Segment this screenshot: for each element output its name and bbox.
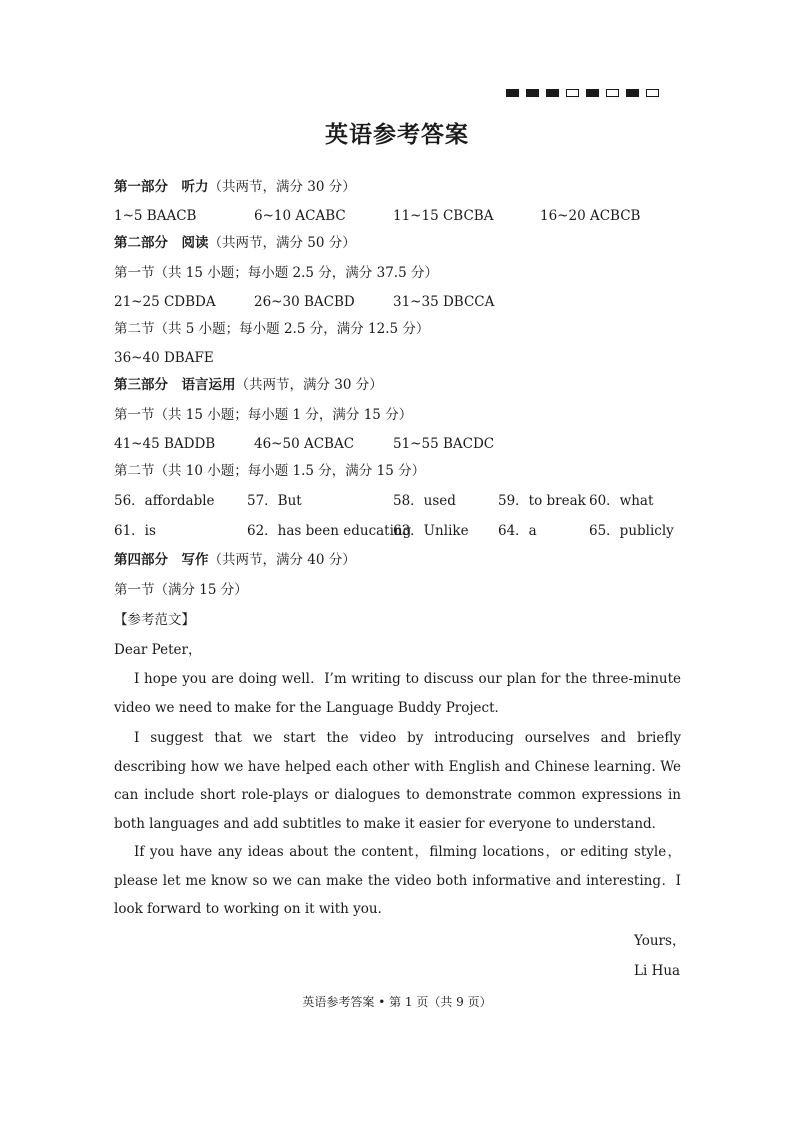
part2-heading-line: [114, 234, 356, 252]
part4-heading: 第四部分 写作: [114, 552, 209, 568]
letter-signature: Li Hua: [634, 963, 681, 979]
letter-paragraph-text: I suggest that we start the video by introducing ourselves and briefly describing how we have helped each other with English and Chinese learning. We can include short role-plays or dialogues to demonstrate common expressions in both languages and add subtitles to make it easier for everyone to understand．: [114, 730, 681, 832]
part2-section2: 第二节（共 5 小题；每小题 2.5 分，满分 12.5 分）: [114, 321, 430, 337]
part4-note: （共两节，满分 40 分）: [208, 552, 356, 568]
answer-group: 1~5 BAACB: [114, 208, 197, 224]
answer-group: 36~40 DBAFE: [114, 350, 214, 366]
answer-group: 26~30 BACBD: [254, 294, 355, 310]
answer-item: 61．is: [114, 523, 156, 539]
header-mark: [626, 89, 639, 97]
part3-heading-line: [114, 376, 383, 394]
letter-closing: Yours，: [634, 933, 686, 949]
part1-heading: 第一部分 听力: [114, 179, 209, 195]
answer-item: 63．Unlike: [393, 523, 469, 539]
header-marks: [506, 89, 659, 97]
part3-section1: 第一节（共 15 小题；每小题 1 分，满分 15 分）: [114, 407, 413, 423]
letter-paragraph-text: I hope you are doing well．I’m writing to discuss our plan for the three-minute video we need to make for the Language Buddy Project．: [114, 671, 681, 716]
answer-item: 62．has been educating: [247, 523, 412, 539]
header-mark: [586, 89, 599, 97]
part4-section1: 第一节（满分 15 分）: [114, 582, 248, 598]
header-mark: [526, 89, 539, 97]
answer-item: 59．to break: [498, 493, 586, 509]
header-mark: [646, 89, 659, 97]
answer-group: 51~55 BACDC: [393, 436, 495, 452]
header-mark: [506, 89, 519, 97]
answer-group: 21~25 CDBDA: [114, 294, 216, 310]
part1-note: （共两节，满分 30 分）: [208, 179, 356, 195]
part2-note: （共两节，满分 50 分）: [208, 235, 356, 251]
answer-item: 57．But: [247, 493, 302, 509]
letter-paragraph: [114, 838, 681, 924]
sample-label: 【参考范文】: [114, 612, 195, 628]
answer-group: 6~10 ACABC: [254, 208, 346, 224]
answer-group: 46~50 ACBAC: [254, 436, 355, 452]
header-mark: [546, 89, 559, 97]
answer-group: 41~45 BADDB: [114, 436, 216, 452]
answer-item: 65．publicly: [589, 523, 674, 539]
answer-group: 16~20 ACBCB: [540, 208, 641, 224]
part2-section1: 第一节（共 15 小题；每小题 2.5 分，满分 37.5 分）: [114, 265, 438, 281]
part3-section2: 第二节（共 10 小题；每小题 1.5 分，满分 15 分）: [114, 463, 426, 479]
header-mark: [606, 89, 619, 97]
letter-paragraph-text: If you have any ideas about the content，filming locations，or editing style，please let me know so we can make the video both informative and interesting．I look forward to working on it with you．: [114, 844, 681, 917]
part2-heading: 第二部分 阅读: [114, 235, 209, 251]
answer-item: 64．a: [498, 523, 537, 539]
part1-heading-line: [114, 178, 356, 196]
part4-heading-line: [114, 551, 356, 569]
header-mark: [566, 89, 579, 97]
answer-group: 11~15 CBCBA: [393, 208, 494, 224]
answer-group: 31~35 DBCCA: [393, 294, 495, 310]
answer-item: 60．what: [589, 493, 654, 509]
letter-greeting: Dear Peter，: [114, 642, 202, 658]
page-footer: 英语参考答案 • 第 1 页（共 9 页）: [302, 995, 492, 1009]
answer-item: 56．affordable: [114, 493, 215, 509]
letter-paragraph: [114, 665, 681, 722]
letter-paragraph: [114, 724, 681, 838]
page-title: 英语参考答案: [325, 121, 469, 148]
part3-note: （共两节，满分 30 分）: [235, 377, 383, 393]
answer-item: 58．used: [393, 493, 456, 509]
part3-heading: 第三部分 语言运用: [114, 377, 236, 393]
